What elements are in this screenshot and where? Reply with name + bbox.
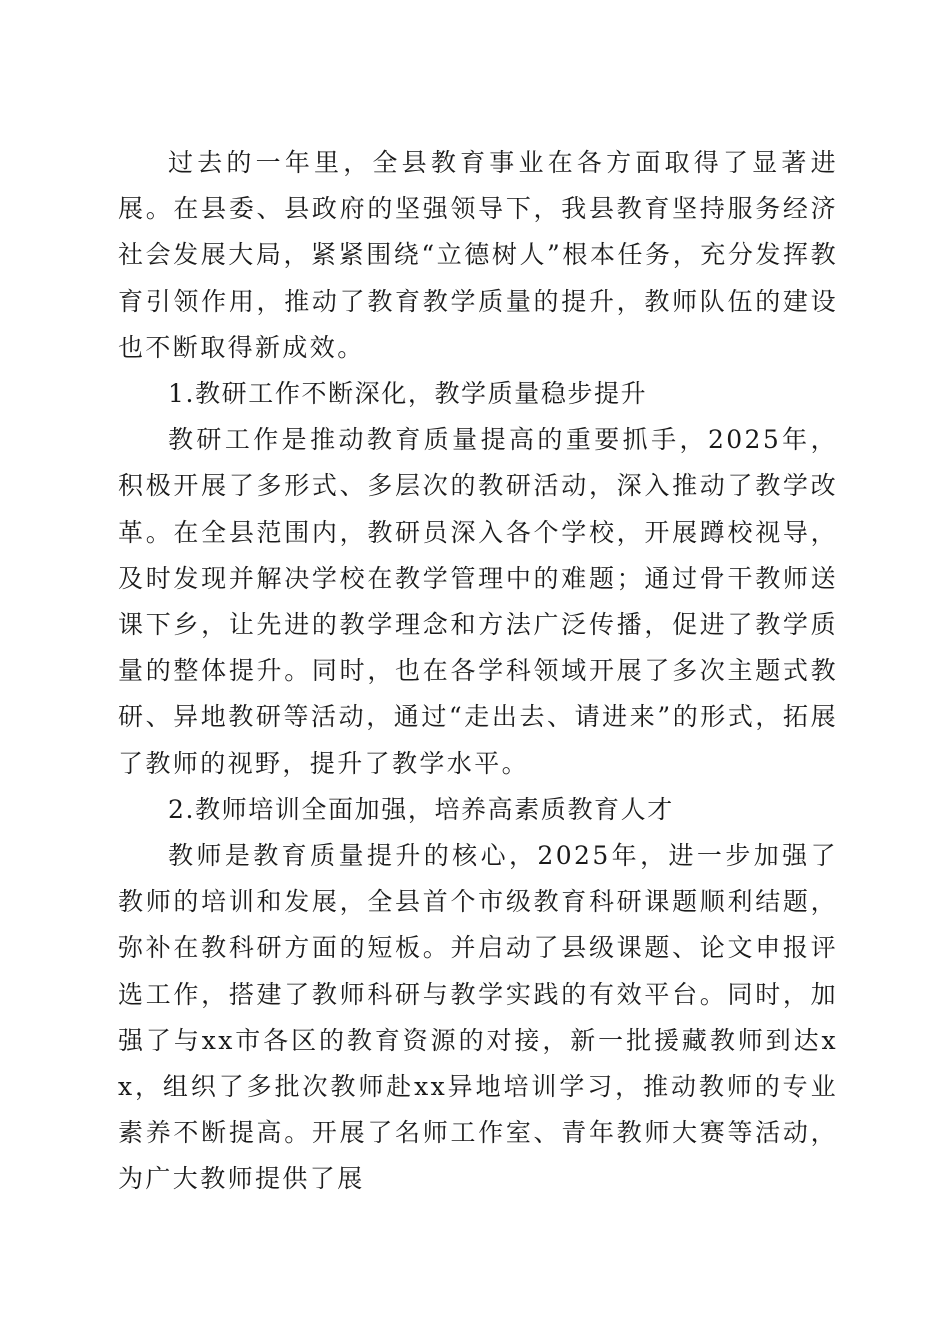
section-heading-1: 1.教研工作不断深化，教学质量稳步提升 [168, 379, 648, 409]
section-2-paragraph: 教师是教育质量提升的核心，2025年，进一步加强了教师的培训和发展，全县首个市级教育科研课题顺利结题，弥补在教科研方面的短板。并启动了县级课题、论文申报评选工作，搭建了教师科研与教学实践的有效平台。同时，加强了与xx市各区的教育资源的对接，新一批援藏教师到达xx，组织了多批次教师赴xx异地培训学习，推动教师的专业素养不断提高。开展了名师工作室、青年教师大赛等活动，为广大教师提供了展 [118, 841, 838, 1194]
section-1-paragraph: 教研工作是推动教育质量提高的重要抓手，2025年，积极开展了多形式、多层次的教研活动，深入推动了教学改革。在全县范围内，教研员深入各个学校，开展蹲校视导，及时发现并解决学校在教学管理中的难题；通过骨干教师送课下乡，让先进的教学理念和方法广泛传播，促进了教学质量的整体提升。同时，也在各学科领域开展了多次主题式教研、异地教研等活动，通过“走出去、请进来”的形式，拓展了教师的视野，提升了教学水平。 [118, 425, 838, 778]
section-heading-2: 2.教师培训全面加强，培养高素质教育人才 [168, 794, 674, 824]
document-body [118, 140, 838, 1203]
intro-paragraph: 过去的一年里，全县教育事业在各方面取得了显著进展。在县委、县政府的坚强领导下，我县教育坚持服务经济社会发展大局，紧紧围绕“立德树人”根本任务，充分发挥教育引领作用，推动了教育教学质量的提升，教师队伍的建设也不断取得新成效。 [118, 148, 838, 362]
